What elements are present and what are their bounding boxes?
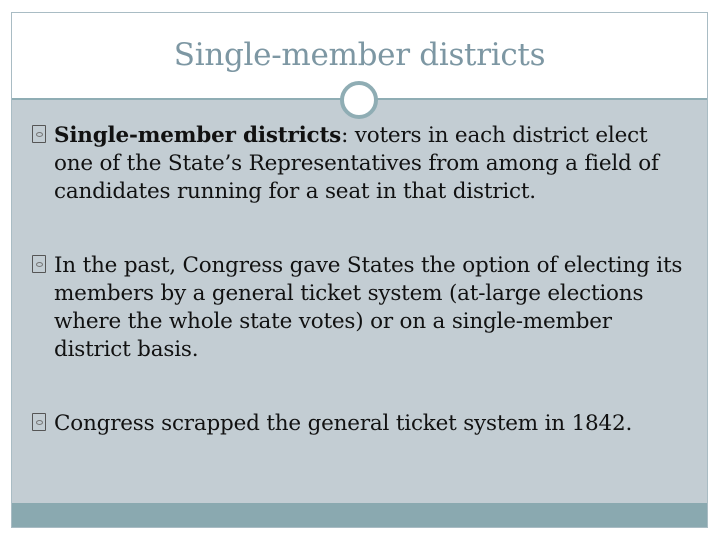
bullet-list bbox=[32, 122, 692, 438]
bullet-text: : voters in each district elect one of the State’s Representatives from among a field of candidates running for a seat in that district. bbox=[54, 123, 659, 204]
bullet-item bbox=[32, 252, 692, 364]
bullet-item bbox=[32, 410, 692, 438]
bullet-item bbox=[32, 122, 692, 206]
bullet-text: Congress scrapped the general ticket system in 1842. bbox=[54, 411, 633, 436]
missing-glyph-box-icon bbox=[32, 413, 46, 431]
ring-ornament-icon bbox=[340, 81, 378, 119]
bullet-bold-lead: Single-member districts bbox=[54, 123, 342, 148]
bullet-text: In the past, Congress gave States the option of electing its members by a general ticket system (at-large elections where the whole state votes) or on a single-member district basis. bbox=[54, 253, 683, 362]
slide-title: Single-member districts bbox=[173, 37, 546, 73]
footer-bar bbox=[12, 503, 707, 527]
missing-glyph-box-icon bbox=[32, 125, 46, 143]
missing-glyph-box-icon bbox=[32, 255, 46, 273]
